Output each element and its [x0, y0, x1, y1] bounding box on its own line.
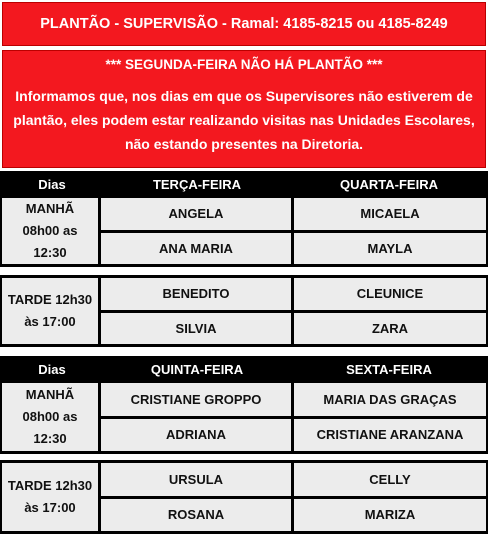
- header-tuesday: TERÇA-FEIRA: [152, 177, 242, 192]
- afternoon-label: [2, 463, 98, 531]
- schedule-cell: MARIZA: [294, 499, 486, 532]
- schedule-cell: CLEUNICE: [294, 278, 486, 310]
- schedule-cell: MARIA DAS GRAÇAS: [294, 383, 486, 416]
- afternoon-label-line2: às 17:00: [24, 500, 76, 515]
- header-thursday: QUINTA-FEIRA: [150, 362, 244, 377]
- schedule-cell: ZARA: [294, 313, 486, 345]
- table1-header: [0, 171, 488, 198]
- schedule-cell: MAYLA: [294, 233, 486, 265]
- morning-label: [2, 383, 98, 451]
- schedule-cell: ANA MARIA: [101, 233, 291, 265]
- table2-header: [0, 356, 488, 383]
- afternoon-label-line1: TARDE 12h30: [7, 292, 93, 307]
- morning-label-line1: MANHÃ: [25, 387, 75, 402]
- no-duty-warning: *** SEGUNDA-FEIRA NÃO HÁ PLANTÃO ***: [105, 57, 383, 72]
- morning-label-line2: 08h00 as: [22, 223, 78, 238]
- notice-text: Informamos que, nos dias em que os Supervisores não estiverem de plantão, eles podem estar realizando visitas nas Unidades Escolares, não estando presentes na Diretoria.: [13, 88, 475, 152]
- table1-morning-block: [0, 195, 488, 267]
- schedule-cell: ADRIANA: [101, 419, 291, 452]
- afternoon-label-line2: às 17:00: [24, 314, 76, 329]
- header-wednesday: QUARTA-FEIRA: [340, 177, 438, 192]
- morning-label-line2: 08h00 as: [22, 409, 78, 424]
- schedule-cell: ROSANA: [101, 499, 291, 532]
- header-dias: Dias: [38, 362, 66, 377]
- morning-label-line1: MANHÃ: [25, 201, 75, 216]
- schedule-cell: CRISTIANE ARANZANA: [294, 419, 486, 452]
- schedule-cell: URSULA: [101, 463, 291, 496]
- morning-label-line3: 12:30: [33, 245, 67, 260]
- table2-afternoon-block: [0, 460, 488, 534]
- banner-title: PLANTÃO - SUPERVISÃO - Ramal: 4185-8215 ou 4185-8249: [40, 16, 448, 32]
- schedule-cell: CRISTIANE GROPPO: [101, 383, 291, 416]
- morning-label-line3: 12:30: [33, 431, 67, 446]
- schedule-cell: ANGELA: [101, 198, 291, 230]
- table2-morning-block: [0, 380, 488, 454]
- notice-banner: [2, 50, 486, 168]
- schedule-cell: CELLY: [294, 463, 486, 496]
- morning-label: [2, 198, 98, 264]
- afternoon-label-line1: TARDE 12h30: [7, 478, 93, 493]
- header-dias: Dias: [38, 177, 66, 192]
- title-banner: [2, 2, 486, 46]
- afternoon-label: [2, 278, 98, 344]
- schedule-cell: MICAELA: [294, 198, 486, 230]
- header-friday: SEXTA-FEIRA: [346, 362, 432, 377]
- schedule-cell: BENEDITO: [101, 278, 291, 310]
- table1-afternoon-block: [0, 275, 488, 347]
- schedule-cell: SILVIA: [101, 313, 291, 345]
